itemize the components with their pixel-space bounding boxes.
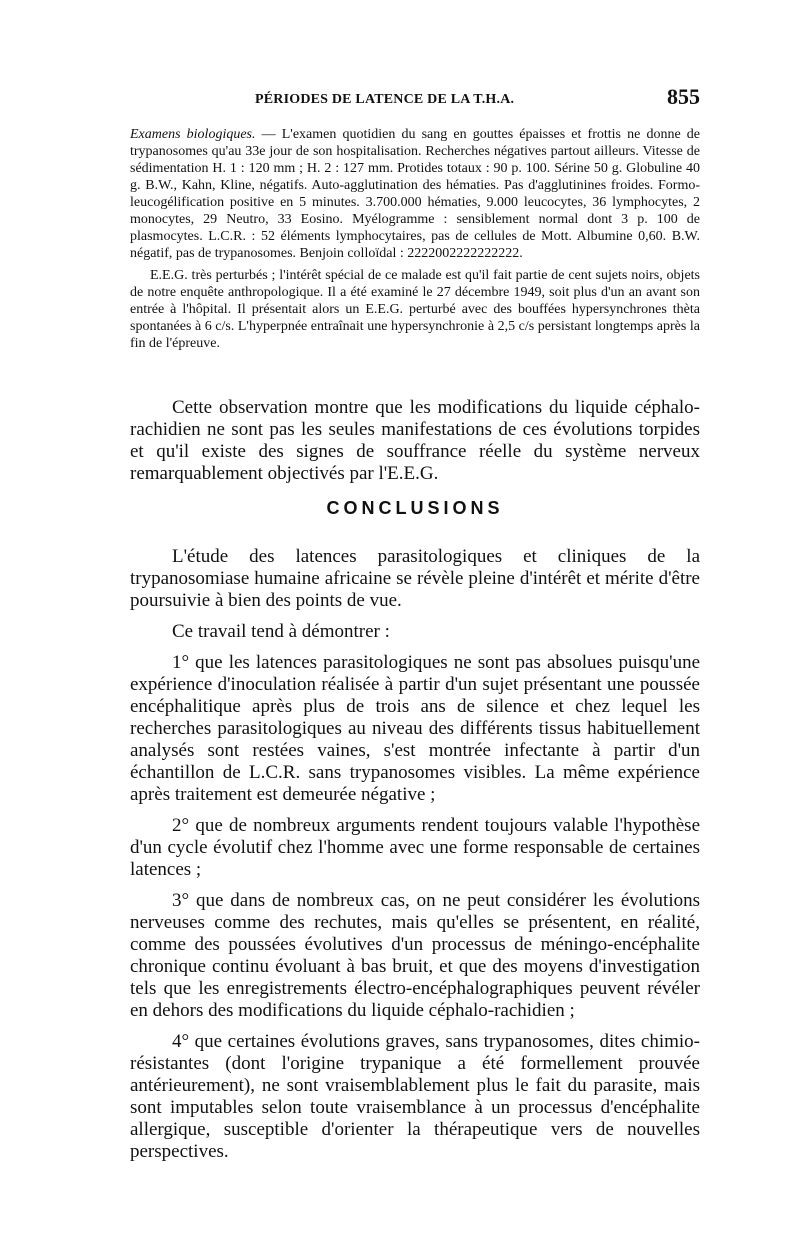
- conclusion-item-4: 4° que certaines évolutions graves, sans trypanosomes, dites chimio-résistantes (dont l'origine trypanique a été formellement prouvée antérieurement), ne sont vraisemblablement plus le fait du parasite, mais sont imputables selon toute vraisemblance à un processus d'encéphalite allergique, susceptible d'orienter la thérapeutique vers de nouvelles perspectives.: [130, 1031, 700, 1162]
- observation-paragraph: Cette observation montre que les modifications du liquide céphalo-rachidien ne sont pas les seules manifestations de ces évolutions torpides et qu'il existe des signes de souffrance réelle du système nerveux remarquablement objectivés par l'E.E.G.: [130, 397, 700, 484]
- conclusion-item-2: 2° que de nombreux arguments rendent toujours valable l'hypothèse d'un cycle évolutif chez l'homme avec une forme responsable de certaines latences ;: [130, 815, 700, 880]
- running-title: PÉRIODES DE LATENCE DE LA T.H.A.: [255, 92, 515, 107]
- biological-exams-section: [130, 126, 700, 352]
- conclusions-paragraph-2: Ce travail tend à démontrer :: [172, 621, 390, 642]
- biological-exams-text: — L'examen quotidien du sang en gouttes épaisses et frottis ne donne de trypanosomes qu'au 33e jour de son hospitalisation. Recherches négatives partout ailleurs. Vitesse de sédimentation H. 1 : 120 mm ; H. 2 : 127 mm. Protides totaux : 90 p. 100. Sérine 50 g. Globuline 40 g. B.W., Kahn, Kline, négatifs. Auto-agglutination des hématies. Pas d'agglutinines froides. Formo-leucogélification positive en 5 minutes. 3.700.000 hématies, 9.000 leucocytes, 36 lymphocytes, 2 monocytes, 29 Neutro, 33 Eosino. Myélogramme : sensiblement normal dont 3 p. 100 de plasmocytes. L.C.R. : 52 éléments lymphocytaires, pas de cellules de Mott. Albumine 0,60. B.W. négatif, pas de trypanosomes. Benjoin colloïdal : 2222002222222222.: [130, 127, 700, 261]
- biological-exams-label: Examens biologiques.: [130, 127, 256, 142]
- conclusions-paragraph-1: L'étude des latences parasitologiques et cliniques de la trypanosomiase humaine africaine se révèle pleine d'intérêt et mérite d'être poursuivie à bien des points de vue.: [130, 546, 700, 611]
- conclusions-body: [130, 546, 700, 1172]
- conclusion-item-1: 1° que les latences parasitologiques ne sont pas absolues puisqu'une expérience d'inoculation réalisée à partir d'un sujet présentant une poussée encéphalitique après plus de trois ans de silence et chez lequel les recherches parasitologiques au niveau des différents tissus habituellement analysés sont restées vaines, s'est montrée infectante à partir d'un échantillon de L.C.R. sans trypanosomes visibles. La même expérience après traitement est demeurée négative ;: [130, 652, 700, 805]
- observation-summary: [130, 397, 700, 494]
- conclusions-heading: CONCLUSIONS: [326, 498, 504, 518]
- biological-exams-paragraph: [130, 126, 700, 262]
- page-number: 855: [667, 84, 700, 109]
- eeg-paragraph: E.E.G. très perturbés ; l'intérêt spécial de ce malade est qu'il fait partie de cent sujets noirs, objets de notre enquête anthropologique. Il a été examiné le 27 décembre 1949, soit plus d'un an avant son entrée à l'hôpital. Il présentait alors un E.E.G. perturbé avec des bouffées hypersynchrones thèta spontanées à 6 c/s. L'hyperpnée entraînait une hypersynchronie à 2,5 c/s persistant longtemps après la fin de l'épreuve.: [130, 268, 700, 351]
- page-header: [130, 84, 700, 114]
- conclusion-item-3: 3° que dans de nombreux cas, on ne peut considérer les évolutions nerveuses comme des rechutes, mais qu'elles se présentent, en réalité, comme des poussées évolutives d'un processus de méningo-encéphalite chronique continu évoluant à bas bruit, et que des moyens d'investigation tels que les enregistrements électro-encéphalographiques peuvent révéler en dehors des modifications du liquide céphalo-rachidien ;: [130, 890, 700, 1021]
